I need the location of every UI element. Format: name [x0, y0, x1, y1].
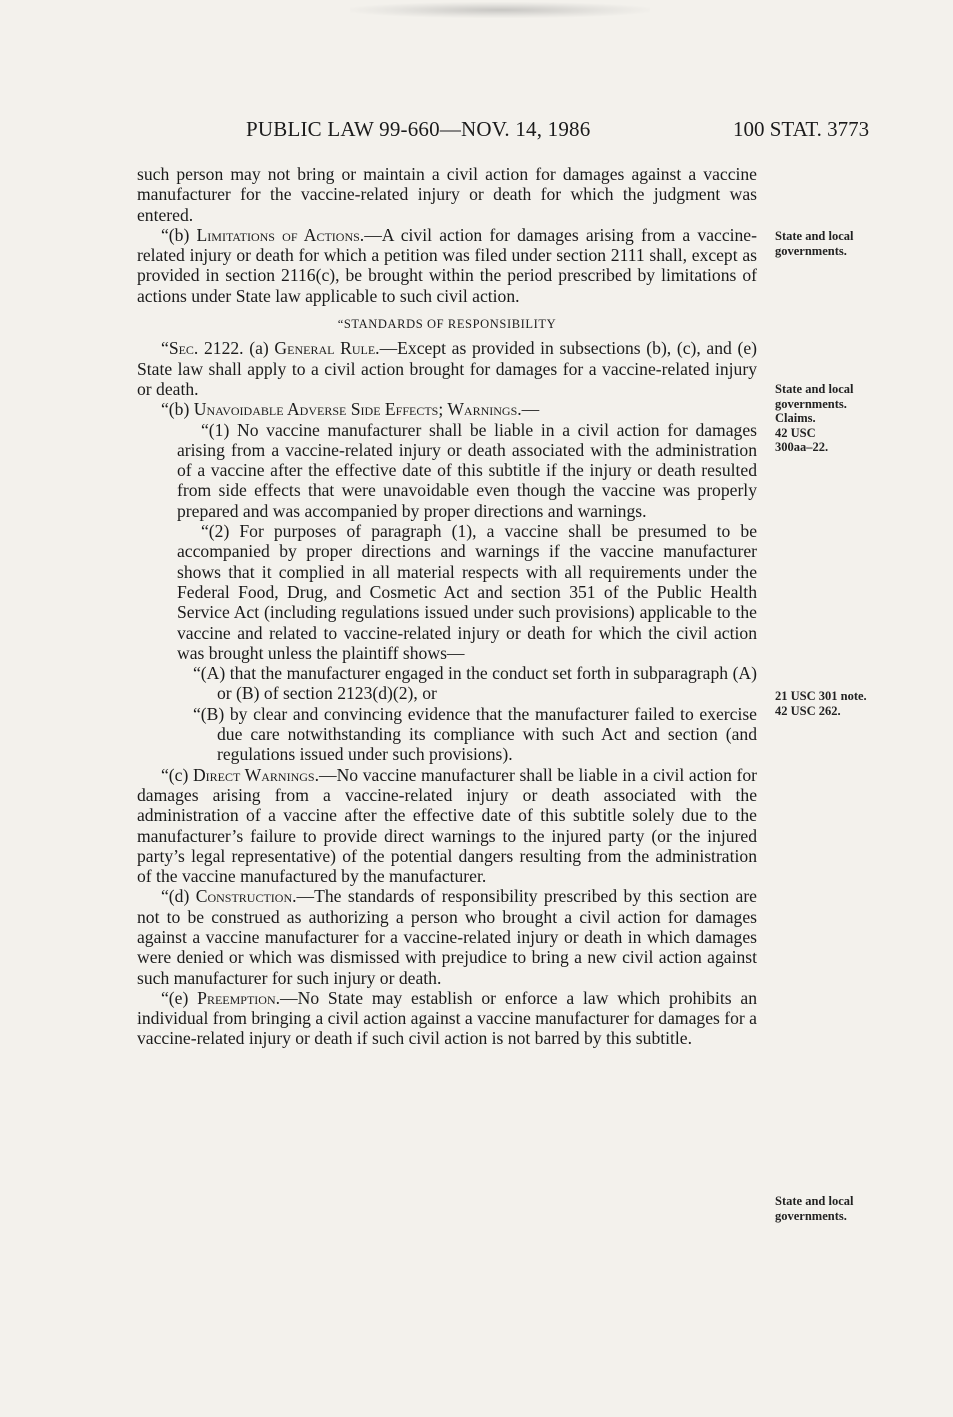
paragraph-direct-warnings: “(c) Direct Warnings.—No vaccine manufacturer shall be liable in a civil action for damages arising from a vaccine-related injury or death associated with the administration of a vaccine after the effective date of this subtitle solely due to the manufacturer’s failure to provide direct warnings to the injured party (or the injured party’s legal representative) of the potential dangers resulting from the administration of the vaccine manufactured by the manufacturer.	[137, 764, 758, 887]
margin-note-4: State and local governments.	[775, 1194, 854, 1223]
scan-smudge	[350, 2, 650, 18]
heading-preemption: Preemption.	[197, 987, 281, 1008]
margin-note-1: State and local governments.	[775, 229, 854, 258]
paragraph-b1: “(1) No vaccine manufacturer shall be liable in a civil action for damages arising from a vaccine-related injury or death associated with the administration of a vaccine after the effective date of this subtitle if the injury or death resulted from side effects that were unavoidable even though the vaccine was properly prepared and was accompanied by proper directions and warnings.	[177, 419, 757, 521]
paragraph-construction: “(d) Construction.—The standards of responsibility prescribed by this section are not to be construed as authorizing a person who brought a civil action for damages against a vaccine manufacturer for a vaccine-related injury or death in which damages were denied or which was dismissed with prejudice to bring a new civil action against such manufacturer for such injury or death.	[137, 886, 757, 988]
heading-limitations: Limitations of Actions.	[196, 224, 365, 245]
paragraph-preemption: “(e) Preemption.—No State may establish or enforce a law which prohibits an individual from bringing a civil action against a vaccine manufacturer for damages for a vaccine-related injury or death if such civil action is not barred by this subtitle.	[137, 987, 758, 1049]
paragraph-b2: “(2) For purposes of paragraph (1), a vaccine shall be presumed to be accompanied by proper directions and warnings if the vaccine manufacturer shows that it complied in all material respects with all requirements under the Federal Food, Drug, and Cosmetic Act and section 351 of the Public Health Service Act (including regulations issued under such provisions) applicable to the vaccine and related to vaccine-related injury or death for which the civil action was brought unless the plaintiff shows—	[177, 521, 757, 663]
body-text	[137, 164, 757, 1049]
paragraph-B: “(B) by clear and convincing evidence that the manufacturer failed to exercise due care notwithstanding its compliance with such Act and section (and regulations issued under such provisions).	[193, 703, 757, 765]
section-heading: “STANDARDS OF RESPONSIBILITY	[337, 317, 557, 332]
paragraph-general-rule: “Sec. 2122. (a) General Rule.—Except as provided in subsections (b), (c), and (e) State law shall apply to a civil action brought for damages for a vaccine-related injury or death.	[137, 338, 758, 399]
paragraph-continuation: such person may not bring or maintain a civil action for damages against a vaccine manufacturer for the vaccine-related injury or death for which the judgment was entered.	[137, 164, 757, 225]
heading-unavoidable: Unavoidable Adverse Side Effects; Warnings.	[193, 399, 522, 420]
margin-note-2: State and local governments. Claims. 42 USC 300aa–22.	[775, 382, 854, 454]
heading-direct-warnings: Direct Warnings.	[192, 764, 319, 785]
page-header-title: PUBLIC LAW 99-660—NOV. 14, 1986	[246, 117, 591, 141]
paragraph-unavoidable: “(b) Unavoidable Adverse Side Effects; Warnings.—	[161, 399, 540, 420]
page-header-stat: 100 STAT. 3773	[733, 117, 870, 141]
paragraph-limitations: “(b) Limitations of Actions.—A civil action for damages arising from a vaccine-related injury or death for which a petition was filed under section 2111 shall, except as provided in section 2116(c), be brought within the period prescribed by limitations of actions under State law applicable to such civil action.	[137, 224, 757, 306]
margin-note-3: 21 USC 301 note. 42 USC 262.	[775, 689, 867, 718]
paragraph-A: “(A) that the manufacturer engaged in the conduct set forth in subparagraph (A) or (B) of section 2123(d)(2), or	[193, 663, 757, 704]
heading-general-rule: General Rule.	[274, 338, 380, 359]
heading-construction: Construction.	[195, 886, 297, 907]
